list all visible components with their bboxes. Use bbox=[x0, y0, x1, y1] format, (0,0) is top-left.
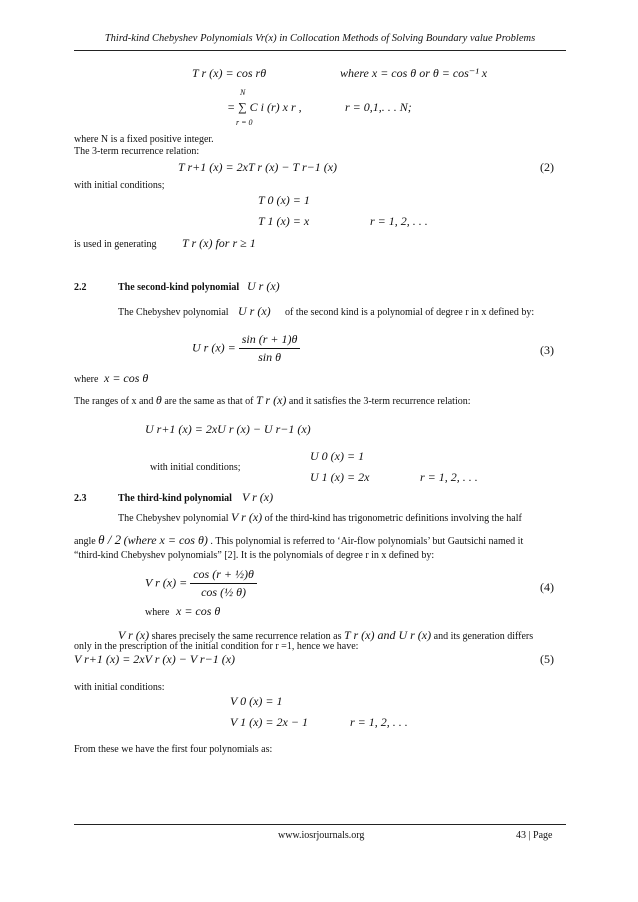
equation-3-number: (3) bbox=[540, 343, 554, 357]
section-2-2-number: 2.2 bbox=[74, 282, 87, 293]
sum-upper-limit: N bbox=[240, 88, 246, 97]
text-initial-conditions-3: with initial conditions: bbox=[74, 682, 165, 693]
p23-text-b: of the third-kind has trigonometric definitions involving the half bbox=[264, 513, 522, 524]
running-header: Third-kind Chebyshev Polynomials Vr(x) in Collocation Methods of Solving Boundary value Problems bbox=[104, 33, 536, 44]
text-used-in-generating: is used in generating bbox=[74, 239, 157, 250]
p23-symbol: V r (x) bbox=[231, 510, 263, 524]
p-shares-b: and its generation differs bbox=[433, 631, 534, 642]
text-where-2: where bbox=[145, 607, 170, 618]
eq-U-recurrence: U r+1 (x) = 2xU r (x) − U r−1 (x) bbox=[145, 422, 311, 436]
p-ranges-c: and it satisfies the 3-term recurrence relation: bbox=[288, 396, 471, 407]
equation-5-number: (5) bbox=[540, 652, 554, 666]
eq-U1: U 1 (x) = 2x bbox=[310, 470, 370, 484]
p-shares-symbol: V r (x) bbox=[118, 628, 150, 642]
footer-rule bbox=[74, 824, 566, 825]
eq-V1: V 1 (x) = 2x − 1 bbox=[230, 715, 308, 729]
text-fixed-integer: where N is a fixed positive integer. bbox=[74, 134, 214, 145]
eq-where-1: x = cos θ bbox=[104, 371, 149, 385]
eq-V-range: r = 1, 2, . . . bbox=[350, 715, 408, 729]
equation-4-denominator: cos (½ θ) bbox=[201, 585, 246, 599]
equation-4 bbox=[145, 567, 257, 600]
p23-text-a: The Chebyshev polynomial bbox=[118, 513, 229, 524]
p-ranges-theta: θ bbox=[155, 393, 162, 407]
p23-line-2 bbox=[74, 532, 523, 548]
sum-lower-limit: r = 0 bbox=[236, 118, 253, 127]
text-initial-conditions-2: with initial conditions; bbox=[150, 462, 241, 473]
eq-U-range: r = 1, 2, . . . bbox=[420, 470, 478, 484]
p22-text-b: of the second kind is a polynomial of degree r in x defined by: bbox=[285, 307, 535, 318]
eq-V0: V 0 (x) = 1 bbox=[230, 694, 283, 708]
equation-2-number: (2) bbox=[540, 160, 554, 174]
section-2-3-number: 2.3 bbox=[74, 493, 87, 504]
p23-line-1 bbox=[118, 510, 522, 525]
text-initial-conditions-1: with initial conditions; bbox=[74, 180, 165, 191]
equation-3-fraction bbox=[239, 332, 301, 365]
eq-sum-range: r = 0,1,. . . N; bbox=[345, 100, 412, 114]
footer-page: 43 | Page bbox=[516, 830, 553, 841]
p-shares-a: shares precisely the same recurrence relation as bbox=[151, 631, 342, 642]
equation-4-number: (4) bbox=[540, 580, 554, 594]
eq-T-range: r = 1, 2, . . . bbox=[370, 214, 428, 228]
text-first-four: From these we have the first four polynomials as: bbox=[74, 744, 273, 755]
eq-where-2: x = cos θ bbox=[176, 604, 221, 618]
text-where-1: where bbox=[74, 374, 99, 385]
text-recurrence-intro: The 3-term recurrence relation: bbox=[74, 146, 200, 157]
p-shares-c: only in the prescription of the initial condition for r =1, hence we have: bbox=[74, 641, 359, 652]
p23-angle: angle bbox=[74, 536, 96, 547]
p23-where: (where x = cos θ) bbox=[123, 533, 208, 547]
p-ranges-a: The ranges of x and bbox=[74, 396, 154, 407]
section-2-2-title: The second-kind polynomial bbox=[118, 282, 240, 293]
eq-sum-expansion: = ∑ C i (r) x r , bbox=[227, 100, 302, 114]
eq-T0: T 0 (x) = 1 bbox=[258, 193, 310, 207]
equation-4-numerator: cos (r + ½)θ bbox=[190, 567, 257, 584]
eq-generating-condition: T r (x) for r ≥ 1 bbox=[182, 236, 256, 250]
eq-cos-where: where x = cos θ or θ = cos⁻¹ x bbox=[340, 66, 488, 80]
p-ranges bbox=[74, 393, 471, 408]
equation-3 bbox=[192, 332, 300, 365]
p23-text-c: . This polynomial is referred to ‘Air-flow polynomials’ but Gautsichi named it bbox=[210, 536, 524, 547]
section-2-3-symbol: V r (x) bbox=[242, 490, 274, 504]
p23-theta-half: θ / 2 bbox=[98, 532, 122, 547]
p22-symbol: U r (x) bbox=[238, 304, 271, 318]
equation-3-denominator: sin θ bbox=[258, 350, 282, 364]
eq-U0: U 0 (x) = 1 bbox=[310, 449, 365, 463]
p-ranges-b: are the same as that of bbox=[164, 396, 254, 407]
p22-text-a: The Chebyshev polynomial bbox=[118, 307, 229, 318]
eq-cos-definition: T r (x) = cos rθ bbox=[192, 66, 267, 80]
equation-3-lhs: U r (x) = bbox=[192, 340, 236, 355]
eq-T1: T 1 (x) = x bbox=[258, 214, 310, 228]
equation-5: V r+1 (x) = 2xV r (x) − V r−1 (x) bbox=[74, 652, 236, 666]
section-2-2-symbol: U r (x) bbox=[247, 279, 280, 293]
equation-4-lhs: V r (x) = bbox=[145, 575, 188, 590]
p23-text-d: “third-kind Chebyshev polynomials” [2]. It is the polynomials of degree r in x defined by: bbox=[74, 550, 435, 561]
p-ranges-symbol: T r (x) bbox=[255, 393, 287, 407]
header-rule bbox=[74, 50, 566, 51]
section-2-3-title: The third-kind polynomial bbox=[118, 493, 232, 504]
p-shares-symbol-2: T r (x) and U r (x) bbox=[344, 628, 432, 642]
equation-2: T r+1 (x) = 2xT r (x) − T r−1 (x) bbox=[178, 160, 338, 174]
footer-site: www.iosrjournals.org bbox=[278, 830, 365, 841]
equation-3-numerator: sin (r + 1)θ bbox=[239, 332, 301, 349]
equation-4-fraction bbox=[190, 567, 257, 600]
